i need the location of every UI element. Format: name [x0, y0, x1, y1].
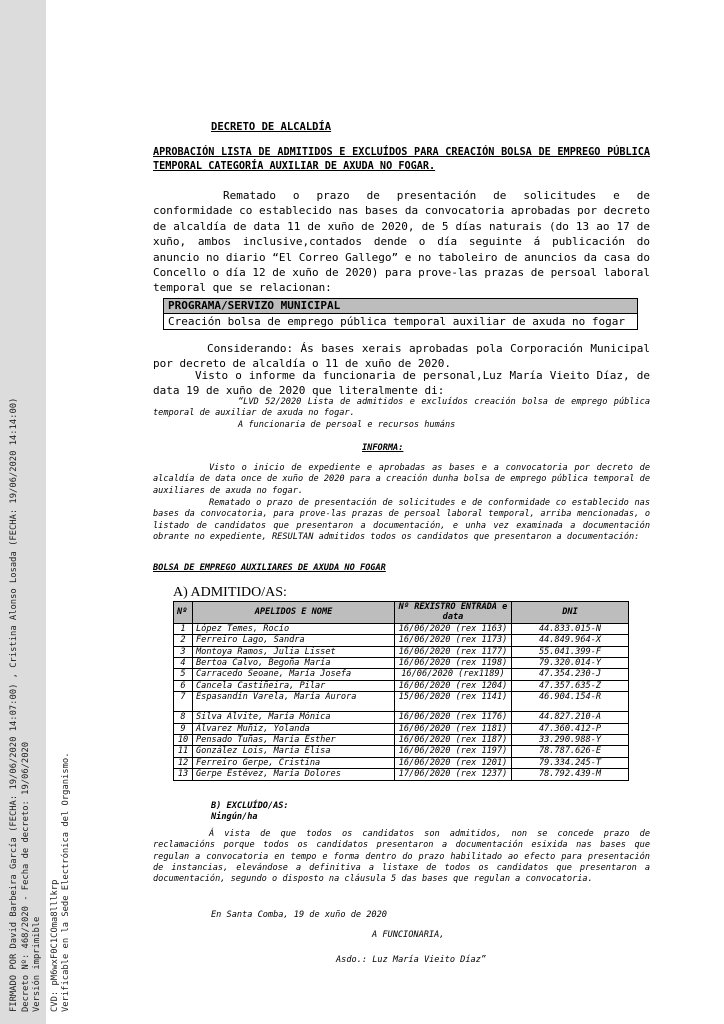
table-row: 12 Ferreiro Gerpe, Cristina 16/06/2020 (rex 1201) 79.334.245-T [174, 757, 629, 768]
excluidos-heading: B) EXCLUÍDO/AS: [211, 801, 289, 811]
sidebar-printable-version: Versión imprimible [32, 916, 42, 1012]
signature-line: Asdo.: Luz María Vieito Díaz” [336, 955, 487, 965]
sidebar-decree-number: Decreto Nº: 468/2020 - Fecha de decreto: 19/06/2020 [21, 741, 31, 1012]
table-row: 2 Ferreiro Lago, Sandra 16/06/2020 (rex 1173) 44.849.964-X [174, 635, 629, 646]
programa-header: PROGRAMA/SERVIZO MUNICIPAL [164, 299, 637, 314]
informa-paragraph-2: Rematado o prazo de presentación de solicitudes e de conformidade co establecido nas bases da convocatoria, para prove-las prazas de persoal laboral temporal, arriba mencionadas, o listado de candidatos que presentaron a documentación, e unha vez examinada a documentación obrante no expediente, RESULTAN admitidos todos os candidatos que presentaron a documentación: [153, 498, 650, 542]
intro-paragraph: Rematado o prazo de presentación de solicitudes e de conformidade co establecido nas bases da convocatoria aprobadas por decreto de alcaldía de data 11 de xuño de 2020, de 5 días naturais (do 13 ao 17 de xuño, ambos inclusive,contados dende o día seguinte á publicación do anuncio no diario “El Correo Gallego” e no taboleiro de anuncios da casa do Concello o día 12 de xuño de 2020) para prove-las prazas de persoal laboral temporal que se relacionan: [153, 189, 650, 295]
admitidos-heading: A) ADMITIDO/AS: [173, 585, 287, 600]
table-row: 6 Cancela Castiñeira, Pilar 16/06/2020 (rex 1204) 47.357.635-Z [174, 680, 629, 691]
quote-reference: “LVD 52/2020 Lista de admitidos e excluídos creación bolsa de emprego pública temporal de auxiliar de axuda no fogar. [153, 397, 650, 419]
programa-value: Creación bolsa de emprego pública temporal auxiliar de axuda no fogar [168, 315, 625, 328]
col-registry: Nº REXISTRO ENTRADA e data [395, 602, 512, 624]
table-row: 10 Pensado Tuñas, María Esther 16/06/2020 (rex 1187) 33.290.988-Y [174, 735, 629, 746]
bolsa-title: BOLSA DE EMPREGO AUXILIARES DE AXUDA NO FOGAR [153, 563, 386, 573]
programa-box [163, 298, 638, 330]
sidebar-signed-by: FIRMADO POR David Barbeira García (FECHA: 19/06/2020 14:07:00) , Cristina Alonso Losada (FECHA: 19/06/2020 14:14:00) [9, 397, 19, 1012]
table-row: 11 González Lois, María Elisa 16/06/2020 (rex 1197) 78.787.626-E [174, 746, 629, 757]
table-row: 13 Gerpe Estévez, María Dolores 17/06/2020 (rex 1237) 78.792.439-M [174, 769, 629, 780]
col-number: Nº [174, 602, 193, 624]
final-paragraph: Á vista de que todos os candidatos son admitidos, non se concede prazo de reclamacións porque todos os candidatos presentaron a documentación esixida nas bases que regulan a convocatoria en tempo e forma dentro do prazo habilitado ao efecto para presentación de instancias, elevándose a definitiva a listaxe de todos os candidatos que presentaron a documentación, segundo o disposto na cláusula 5 das bases que regulan a convocatoria. [153, 829, 650, 885]
col-dni: DNI [512, 602, 629, 624]
excluidos-value: Ningún/ha [211, 812, 258, 822]
funcionaria-label: A FUNCIONARIA, [372, 930, 445, 940]
col-name: APELIDOS E NOME [193, 602, 395, 624]
place-date: En Santa Comba, 19 de xuño de 2020 [211, 910, 387, 920]
sidebar-cvd: CVD: pM6wxF0C1COma8lllkrp [50, 879, 60, 1012]
table-row: 7 Espasandín Varela, María Aurora 15/06/2020 (rex 1141) 46.904.154-R [174, 692, 629, 712]
sidebar-verifiable: Verificable en la Sede Electrónica del Organismo. [61, 752, 71, 1012]
quote-signer-role: A funcionaria de persoal e recursos humáns [238, 420, 456, 430]
table-row: 1 López Temes, Rocío 16/06/2020 (rex 1163) 44.833.015-N [174, 623, 629, 634]
considerando-paragraph: Considerando: Ás bases xerais aprobadas pola Corporación Municipal por decreto de alcaldía o 11 de xuño de 2020. [153, 342, 650, 371]
document-subject: APROBACIÓN LISTA DE ADMITIDOS E EXCLUÍDOS PARA CREACIÓN BOLSA DE EMPREGO PÚBLICA TEMPORAL CATEGORÍA AUXILIAR DE AXUDA NO FOGAR. [153, 147, 650, 172]
table-row: 5 Carracedo Seoane, María Josefa 16/06/2020 (rex1189) 47.354.230-J [174, 669, 629, 680]
table-row: 9 Álvarez Muñiz, Yolanda 16/06/2020 (rex 1181) 47.360.412-P [174, 723, 629, 734]
informa-paragraph-1: Visto o inicio de expediente e aprobadas as bases e a convocatoria por decreto de alcaldía de data once de xuño de 2020 para a creación dunha bolsa de emprego pública temporal de auxiliares de axuda no fogar. [153, 463, 650, 496]
document-title: DECRETO DE ALCALDÍA [211, 121, 332, 133]
table-row: 3 Montoya Ramos, Julia Lisset 16/06/2020 (rex 1177) 55.041.399-F [174, 646, 629, 657]
table-row: 4 Bertoa Calvo, Begoña María 16/06/2020 (rex 1198) 79.320.014-Y [174, 658, 629, 669]
table-row: 8 Silva Alvite, María Mónica 16/06/2020 (rex 1176) 44.827.210-A [174, 712, 629, 723]
admitted-table [173, 601, 629, 781]
table-header-row [174, 602, 629, 624]
visto-paragraph: Visto o informe da funcionaria de personal,Luz María Vieito Díaz, de data 19 de xuño de 2020 que literalmente di: [153, 369, 650, 398]
informa-heading: INFORMA: [362, 443, 404, 453]
